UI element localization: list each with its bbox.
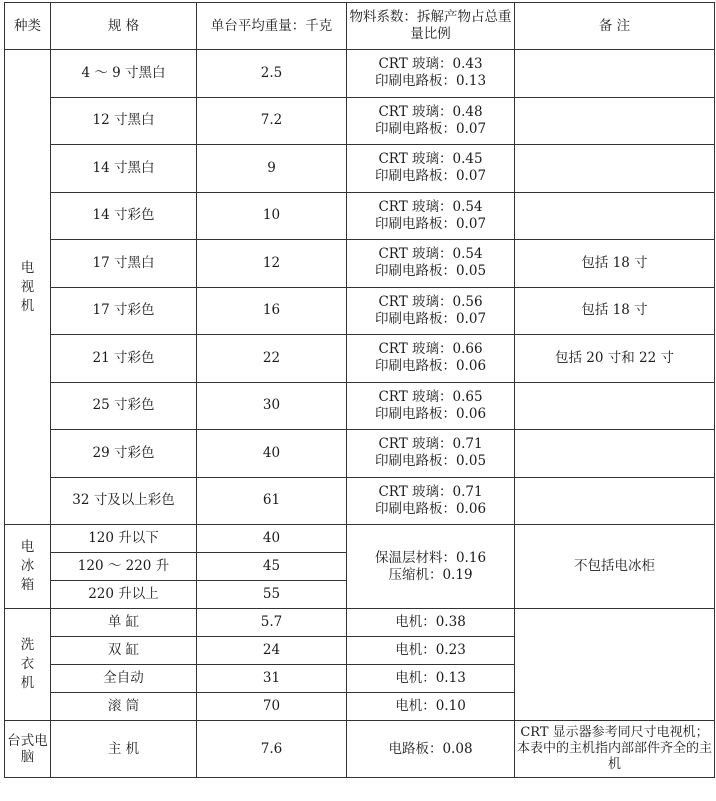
coefficient-cell-line2: 印刷电路板：0.06: [374, 405, 487, 422]
coefficient-cell-line2: 印刷电路板：0.13: [374, 73, 487, 90]
coefficient-cell-line1: CRT 玻璃：0.71: [378, 483, 483, 500]
coefficient-cell: [347, 335, 515, 383]
coefficient-cell-line1: CRT 玻璃：0.43: [378, 56, 483, 73]
coefficient-cell: 电机：0.13: [347, 665, 515, 693]
table-row: [5, 382, 715, 430]
spec-cell: 120 升以下: [51, 525, 197, 553]
coefficient-cell-line1: CRT 玻璃：0.48: [378, 103, 483, 120]
table-row: [5, 609, 715, 637]
note-cell-fridge: 不包括电冰柜: [515, 525, 715, 609]
weight-cell: 12: [197, 240, 347, 288]
spec-cell: 4 ～ 9 寸黑白: [51, 50, 197, 98]
note-cell-pc: CRT 显示器参考同尺寸电视机；本表中的主机指内部部件齐全的主机: [515, 721, 715, 778]
note-cell: [515, 430, 715, 478]
coefficient-cell-line1: CRT 玻璃：0.54: [378, 198, 483, 215]
category-tv: [5, 50, 51, 525]
spec-cell: 主 机: [51, 721, 197, 778]
header-spec: 规 格: [51, 3, 197, 50]
coefficient-cell-fridge-line2: 压缩机：0.19: [388, 566, 473, 583]
table-row: [5, 145, 715, 193]
coefficient-cell-line1: CRT 玻璃：0.65: [378, 388, 483, 405]
table-row: [5, 97, 715, 145]
coefficient-cell-line2: 印刷电路板：0.05: [374, 453, 487, 470]
coefficient-cell-line2: 印刷电路板：0.07: [374, 168, 487, 185]
weight-cell: 5.7: [197, 609, 347, 637]
coefficient-cell: 电机：0.38: [347, 609, 515, 637]
coefficient-cell: [347, 430, 515, 478]
weight-cell: 16: [197, 287, 347, 335]
spec-cell: 全自动: [51, 665, 197, 693]
coefficient-cell: [347, 97, 515, 145]
table-row: [5, 50, 715, 98]
weight-cell: 22: [197, 335, 347, 383]
coefficient-cell-line1: CRT 玻璃：0.71: [378, 436, 483, 453]
category-pc: 台式电脑: [5, 721, 51, 778]
coefficient-cell-line2: 印刷电路板：0.07: [374, 120, 487, 137]
spec-cell: 14 寸彩色: [51, 192, 197, 240]
note-cell: 包括 18 寸: [515, 240, 715, 288]
coefficient-cell-fridge-line1: 保温层材料：0.16: [374, 549, 487, 566]
coefficient-cell-fridge: [347, 525, 515, 609]
category-fridge: [5, 525, 51, 609]
weight-cell: 7.6: [197, 721, 347, 778]
table-row: [5, 525, 715, 553]
category-fridge-text: 电冰箱: [20, 539, 35, 593]
spec-cell: 17 寸彩色: [51, 287, 197, 335]
coefficient-cell-line2: 印刷电路板：0.06: [374, 500, 487, 517]
category-tv-text: 电视机: [20, 259, 35, 314]
weight-cell: 24: [197, 637, 347, 665]
spec-cell: 滚 筒: [51, 693, 197, 721]
weight-cell: 40: [197, 430, 347, 478]
spec-cell: 25 寸彩色: [51, 382, 197, 430]
coefficient-cell: 电路板：0.08: [347, 721, 515, 778]
weight-cell: 70: [197, 693, 347, 721]
weight-cell: 55: [197, 581, 347, 609]
spec-cell: 29 寸彩色: [51, 430, 197, 478]
header-category: 种类: [5, 3, 51, 50]
header-coefficient: 物料系数：拆解产物占总重量比例: [347, 3, 515, 50]
appliance-weight-table: [4, 2, 715, 778]
table-row: [5, 430, 715, 478]
coefficient-cell-line2: 印刷电路板：0.06: [374, 358, 487, 375]
header-note: 备 注: [515, 3, 715, 50]
spec-cell: 双 缸: [51, 637, 197, 665]
weight-cell: 9: [197, 145, 347, 193]
weight-cell: 10: [197, 192, 347, 240]
spec-cell: 17 寸黑白: [51, 240, 197, 288]
weight-cell: 31: [197, 665, 347, 693]
coefficient-cell: [347, 382, 515, 430]
table-body: [5, 50, 715, 778]
coefficient-cell-line2: 印刷电路板：0.07: [374, 215, 487, 232]
note-cell: [515, 50, 715, 98]
coefficient-cell: 电机：0.23: [347, 637, 515, 665]
table-row: [5, 192, 715, 240]
category-washer-text: 洗衣机: [20, 637, 35, 691]
spec-cell: 单 缸: [51, 609, 197, 637]
spec-cell: 220 升以上: [51, 581, 197, 609]
coefficient-cell: 电机：0.10: [347, 693, 515, 721]
weight-cell: 40: [197, 525, 347, 553]
weight-cell: 45: [197, 553, 347, 581]
coefficient-cell-line1: CRT 玻璃：0.56: [378, 293, 483, 310]
category-washer: [5, 609, 51, 721]
header-row: [5, 3, 715, 50]
table-row: [5, 477, 715, 525]
coefficient-cell-line2: 印刷电路板：0.05: [374, 263, 487, 280]
weight-cell: 61: [197, 477, 347, 525]
note-cell: [515, 145, 715, 193]
table-row: [5, 287, 715, 335]
note-cell: [515, 97, 715, 145]
coefficient-cell: [347, 240, 515, 288]
table-row: [5, 335, 715, 383]
table-row: [5, 240, 715, 288]
coefficient-cell: [347, 477, 515, 525]
header-weight: 单台平均重量：千克: [197, 3, 347, 50]
note-cell: 包括 20 寸和 22 寸: [515, 335, 715, 383]
spec-cell: 14 寸黑白: [51, 145, 197, 193]
weight-cell: 30: [197, 382, 347, 430]
table-row: [5, 721, 715, 778]
coefficient-cell-line1: CRT 玻璃：0.45: [378, 151, 483, 168]
note-cell: 包括 18 寸: [515, 287, 715, 335]
note-cell: [515, 382, 715, 430]
note-cell: [515, 477, 715, 525]
spec-cell: 120 ～ 220 升: [51, 553, 197, 581]
note-cell-washer: [515, 609, 715, 721]
coefficient-cell: [347, 145, 515, 193]
disassembly-table-container: [4, 2, 715, 778]
coefficient-cell-line1: CRT 玻璃：0.54: [378, 246, 483, 263]
spec-cell: 32 寸及以上彩色: [51, 477, 197, 525]
spec-cell: 21 寸彩色: [51, 335, 197, 383]
spec-cell: 12 寸黑白: [51, 97, 197, 145]
weight-cell: 2.5: [197, 50, 347, 98]
coefficient-cell-line1: CRT 玻璃：0.66: [378, 341, 483, 358]
coefficient-cell: [347, 287, 515, 335]
coefficient-cell: [347, 50, 515, 98]
note-cell: [515, 192, 715, 240]
weight-cell: 7.2: [197, 97, 347, 145]
coefficient-cell: [347, 192, 515, 240]
coefficient-cell-line2: 印刷电路板：0.07: [374, 310, 487, 327]
